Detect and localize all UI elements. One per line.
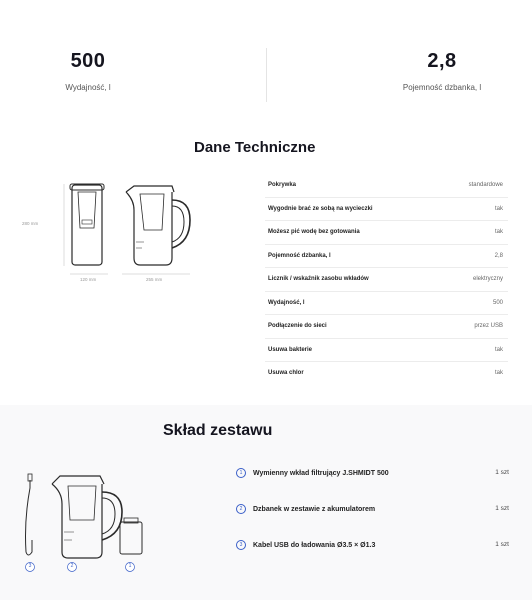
set-item-number: 1 (236, 468, 246, 478)
set-item (236, 540, 516, 576)
figure-label-cable: 3 (28, 563, 32, 569)
stat-label: Pojemność dzbanka, l (402, 83, 482, 92)
set-section-title: Skład zestawu (163, 422, 273, 439)
set-item-name: Dzbanek w zestawie z akumulatorem (253, 506, 376, 513)
spec-row (265, 198, 508, 222)
set-items-illustration-icon (12, 470, 162, 580)
stat-jug-volume (176, 50, 532, 92)
spec-key: Możesz pić wodę bez gotowania (268, 229, 360, 235)
spec-key: Pokrywka (268, 182, 297, 188)
stat-label: Wydajność, l (65, 83, 111, 92)
set-items-list (236, 468, 516, 576)
spec-value: elektryczny (472, 276, 503, 282)
stats-bar (0, 0, 532, 120)
spec-row (265, 174, 508, 198)
spec-value: przez USB (474, 323, 503, 329)
spec-row (265, 292, 508, 316)
spec-row (265, 221, 508, 245)
spec-value: 2,8 (494, 252, 503, 259)
set-contents-drawing (12, 470, 162, 580)
spec-key: Pojemność dzbanka, l (268, 252, 331, 259)
spec-key: Wygodnie brać ze sobą na wycieczki (268, 205, 373, 212)
spec-value: tak (494, 346, 503, 353)
spec-value: standardowe (468, 182, 503, 188)
set-item-quantity: 1 szt (495, 541, 509, 548)
spec-row (265, 315, 508, 339)
spec-value: tak (494, 229, 503, 235)
spec-key: Podłączenie do sieci (268, 323, 327, 329)
set-item-name: Wymienny wkład filtrujący J.SHMIDT 500 (253, 470, 389, 477)
set-item-quantity: 1 szt (495, 469, 509, 476)
spec-key: Usuwa chlor (268, 370, 304, 376)
dimension-height: 280 mm (22, 221, 39, 226)
spec-value: tak (494, 205, 503, 212)
spec-key: Wydajność, l (268, 299, 305, 306)
jug-dimensions-drawing (22, 170, 222, 290)
spec-row (265, 245, 508, 269)
figure-label-jug: 2 (70, 563, 74, 569)
spec-key: Usuwa bakterie (268, 346, 313, 353)
set-item-number: 3 (236, 540, 246, 550)
dimension-width: 255 mm (146, 277, 163, 282)
set-item-name: Kabel USB do ładowania Ø3.5 × Ø1.3 (253, 542, 376, 549)
set-item (236, 504, 516, 540)
figure-label-filter: 1 (128, 563, 132, 569)
spec-table (265, 174, 508, 386)
spec-value: 500 (492, 299, 503, 306)
set-item (236, 468, 516, 504)
stat-value: 2,8 (427, 50, 457, 72)
spec-key: Licznik / wskaźnik zasobu wkładów (268, 276, 369, 282)
dimension-depth: 120 mm (80, 277, 97, 282)
spec-row (265, 268, 508, 292)
jug-outline-icon (22, 170, 222, 290)
spec-row (265, 339, 508, 363)
stat-value: 500 (70, 50, 106, 72)
set-item-number: 2 (236, 504, 246, 514)
spec-value: tak (494, 370, 503, 376)
tech-section-title: Dane Techniczne (194, 139, 316, 156)
set-item-quantity: 1 szt (495, 505, 509, 512)
spec-row (265, 362, 508, 386)
